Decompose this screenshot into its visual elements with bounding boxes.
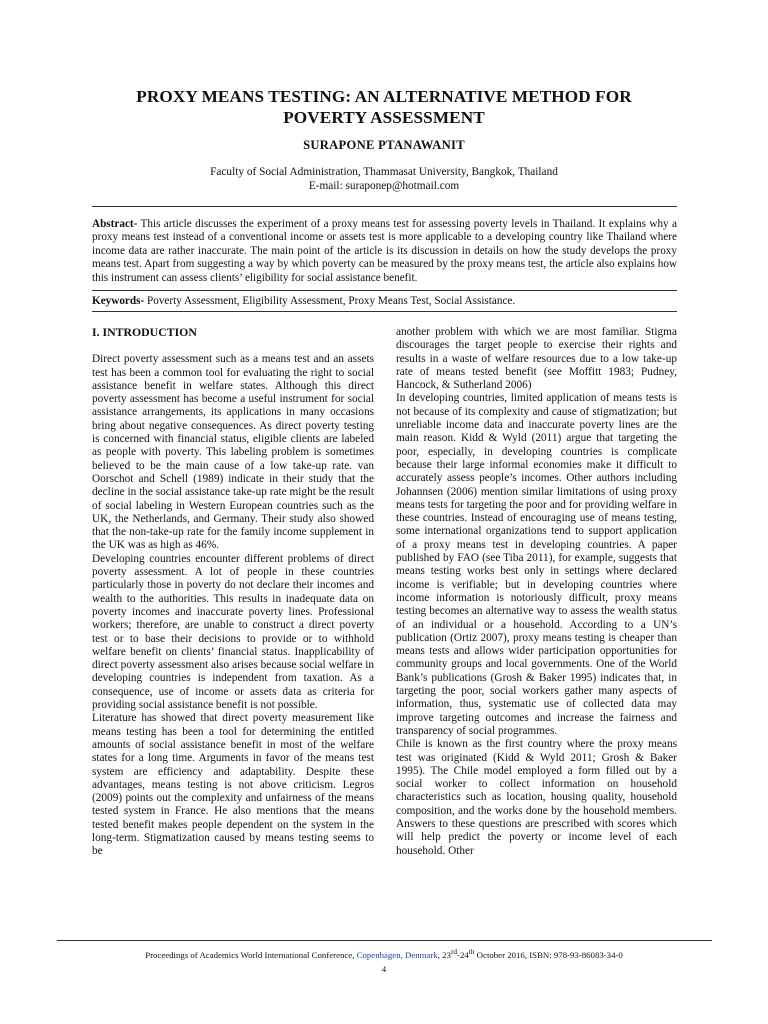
affiliation-block (0, 165, 768, 193)
title-line-1: PROXY MEANS TESTING: AN ALTERNATIVE METHOD FOR (136, 87, 632, 106)
paragraph: another problem with which we are most familiar. Stigma discourages the target people to exercise their rights and results in a waste of welfare resources due to a low take-up rate of means tested benefit (see Moffitt 1983; Pudney, Hancock, & Sutherland 2006) (396, 326, 677, 392)
section-heading-introduction: I. INTRODUCTION (92, 325, 197, 339)
footer-date-day1: , 23 (437, 949, 451, 960)
paragraph: Direct poverty assessment such as a means test and an assets test has been a common tool for evaluating the right to social assistance benefit in welfare states. Although this direct poverty assessment has become a useful instrument for social assistance arrangements, its applications in many occasions bring about negative consequences. As direct poverty testing is concerned with financial status, eligible clients are labeled as people with poverty. This labeling problem is sometimes believed to be the main cause of a low take-up rate. van Oorschot and Schell (1989) indicate in their study that the decline in the social assistance take-up rate might be the result of social labeling in Western European countries such as the UK, the Netherlands, and Germany. Their study also showed that the non-take-up rate for the family income supplement in the UK was as high as 46%. (92, 353, 374, 552)
author-email: E-mail: suraponep@hotmail.com (308, 180, 460, 192)
page-number: 4 (381, 964, 387, 974)
left-column (92, 326, 374, 859)
paragraph: Chile is known as the first country where the proxy means test was originated (Kidd & Wyld 2011; Grosh & Baker 1995). The Chile model employed a form filled out by a social worker to collect information on household characteristics such as location, housing quality, household composition, and the works done by the household members. Answers to these questions are prescribed with scores which will help predict the poverty or income level of each household. Other (396, 738, 677, 857)
paragraph: Developing countries encounter different problems of direct poverty assessment. A lot of people in these countries particularly those in poverty do not declare their incomes and wealth to the authorities. This results in inadequate data on poverty incomes and inaccurate poverty lines. Professional workers; therefore, are unable to construct a direct poverty test or to base their decisions to provide or to withhold welfare benefit on clients’ financial status. Inapplicability of direct poverty assessment also arises because social welfare in developing countries is independent from taxation. As a consequence, use of income or assets data as criteria for providing social assistance benefit is not possible. (92, 552, 374, 712)
footer-date-day2: -24 (457, 949, 469, 960)
affiliation: Faculty of Social Administration, Thammasat University, Bangkok, Thailand (210, 166, 558, 178)
right-column (396, 326, 677, 858)
footer-sup-2: th (468, 947, 475, 956)
title-line-2: POVERTY ASSESSMENT (283, 108, 485, 127)
keywords (92, 295, 677, 308)
footer-rule (57, 940, 712, 941)
footer-location: Copenhagen, Denmark (356, 949, 438, 960)
footer-prefix: Proceedings of Academics World International Conference, (145, 949, 355, 960)
abstract-text: This article discusses the experiment of a proxy means test for assessing poverty levels in Thailand. It explains why a proxy means test instead of a conventional income or assets test is more applicable to a developing country like Thailand where income data are rather inaccurate. The main point of the article is its discussion in details on how the study develops the proxy means test. Apart from suggesting a way by which poverty can be measured by the proxy means test, the article also explains how this instrument can assess clients’ eligibility for social assistance benefit. (92, 218, 677, 284)
keywords-bottom-rule (92, 311, 677, 312)
abstract-top-rule (92, 206, 677, 207)
author-name: SURAPONE PTANAWANIT (303, 138, 465, 152)
keywords-label: Keywords- (92, 295, 145, 307)
paper-title (80, 86, 688, 128)
keywords-text: Poverty Assessment, Eligibility Assessment, Proxy Means Test, Social Assistance. (144, 295, 516, 307)
paragraph: In developing countries, limited application of means tests is not because of its complexity and cause of stigmatization; but unreliable income data and inaccurate poverty lines are the main reason. Kidd & Wyld (2011) argue that targeting the poor, especially, in developing countries is complicate because their large informal economies make it difficult to accurately assess people’s incomes. Other authors including Johannsen (2006) mention similar limitations of using proxy means tests for targeting the poor and for providing welfare in these countries. Instead of encouraging use of means testing, some international organizations tend to support application of a proxy means test in developing countries. A paper published by FAO (see Tiba 2011), for example, suggests that means testing works best only in settings where declared income is verifiable; but in developing countries where income information is notoriously difficult, proxy means testing becomes an alternative way to assess the wealth status of an individual or a household. According to a UN’s publication (Ortiz 2007), proxy means testing is cheaper than means tests and allows wider participation opportunities for community groups and local governments. One of the World Bank’s publications (Grosh & Baker 1995) indicates that, in targeting the poor, social workers gather many aspects of information, thus, systematic use of collected data may improve targeting outcomes and increase the fairness and transparency of social programmes. (396, 392, 677, 737)
keywords-top-rule (92, 290, 677, 291)
footer-citation (0, 947, 768, 960)
footer-date-rest: October 2016, ISBN: 978-93-86083-34-0 (474, 949, 623, 960)
abstract (92, 218, 677, 285)
paragraph: Literature has showed that direct poverty measurement like means testing has been a tool for determining the entitled amounts of social assistance benefit in most of the welfare states for a long time. Arguments in favor of the means test system are efficiency and adaptability. Despite these advantages, means testing is not above criticism. Legros (2009) points out the complexity and unfairness of the means tested system in France. He also mentions that the means tested benefit makes people dependent on the system in the long-term. Stigmatization caused by means testing seems to be (92, 712, 374, 858)
abstract-label: Abstract- (92, 218, 138, 230)
footer-sup-1: rd (450, 947, 458, 956)
